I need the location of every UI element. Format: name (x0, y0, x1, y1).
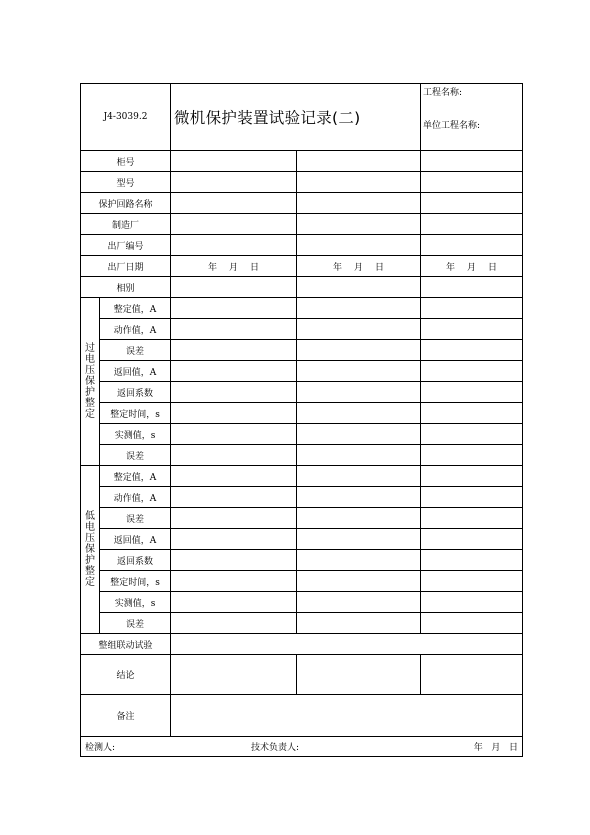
manufacturer-label: 制造厂 (81, 214, 171, 235)
cell[interactable] (421, 529, 523, 550)
tester-label: 检测人: (85, 743, 116, 753)
cell[interactable] (171, 529, 297, 550)
remarks-cell[interactable] (171, 695, 523, 737)
cell[interactable] (421, 214, 523, 235)
footer-year: 年 (473, 743, 483, 753)
cell[interactable] (421, 235, 523, 256)
cell[interactable] (171, 214, 297, 235)
item-label: 整定值，A (100, 466, 171, 487)
day-char: 日 (488, 262, 498, 273)
cell[interactable] (171, 193, 297, 214)
tech-lead-label: 技术负责人: (251, 743, 300, 753)
cell[interactable] (421, 193, 523, 214)
cell[interactable] (297, 424, 421, 445)
cell[interactable] (297, 214, 421, 235)
conclusion-cell[interactable] (421, 655, 523, 695)
month-char: 月 (228, 262, 238, 273)
cell[interactable] (171, 151, 297, 172)
conclusion-cell[interactable] (171, 655, 297, 695)
cell[interactable] (421, 382, 523, 403)
footer-month: 月 (491, 743, 501, 753)
cell[interactable] (171, 550, 297, 571)
cell[interactable] (421, 466, 523, 487)
cell[interactable] (421, 424, 523, 445)
cell[interactable] (297, 151, 421, 172)
cell[interactable] (421, 151, 523, 172)
item-label: 误差 (100, 613, 171, 634)
form-code: J4-3039.2 (81, 84, 171, 151)
unit-project-label: 单位工程名称: (423, 121, 481, 131)
cell[interactable] (297, 172, 421, 193)
cell[interactable] (171, 382, 297, 403)
cell[interactable] (421, 487, 523, 508)
item-label: 实测值，s (100, 592, 171, 613)
item-label: 实测值，s (100, 424, 171, 445)
item-label: 整定时间，s (100, 571, 171, 592)
month-char: 月 (353, 262, 363, 273)
cabinet-label: 柜号 (81, 151, 171, 172)
cell[interactable] (297, 319, 421, 340)
cell[interactable] (421, 508, 523, 529)
year-char: 年 (445, 262, 455, 273)
cell[interactable] (171, 277, 297, 298)
footer-day: 日 (508, 743, 518, 753)
cell[interactable] (297, 571, 421, 592)
project-info (421, 84, 523, 151)
overvoltage-group-label: 过 电 压 保 护 整 定 (81, 298, 100, 466)
cell[interactable] (421, 277, 523, 298)
cell[interactable] (171, 403, 297, 424)
cell[interactable] (171, 172, 297, 193)
cell[interactable] (297, 508, 421, 529)
form-title: 微机保护装置试验记录(二) (171, 84, 421, 151)
cell[interactable] (421, 445, 523, 466)
month-char: 月 (466, 262, 476, 273)
item-label: 误差 (100, 445, 171, 466)
cell[interactable] (421, 340, 523, 361)
item-label: 返回值，A (100, 361, 171, 382)
year-char: 年 (207, 262, 217, 273)
cell[interactable] (171, 592, 297, 613)
item-label: 返回系数 (100, 550, 171, 571)
item-label: 返回值，A (100, 529, 171, 550)
cell[interactable] (171, 235, 297, 256)
conclusion-label: 结论 (81, 655, 171, 695)
cell[interactable] (421, 298, 523, 319)
conclusion-cell[interactable] (297, 655, 421, 695)
item-label: 动作值，A (100, 319, 171, 340)
cell[interactable] (171, 508, 297, 529)
remarks-label: 备注 (81, 695, 171, 737)
cell[interactable] (171, 424, 297, 445)
item-label: 整定值，A (100, 298, 171, 319)
cell[interactable] (421, 613, 523, 634)
linkage-test-label: 整组联动试验 (81, 634, 171, 655)
linkage-test-cell[interactable] (171, 634, 523, 655)
cell[interactable] (171, 613, 297, 634)
cell[interactable] (297, 298, 421, 319)
record-table (80, 83, 523, 757)
cell[interactable] (171, 319, 297, 340)
record-sheet (80, 83, 522, 757)
item-label: 整定时间，s (100, 403, 171, 424)
cell[interactable] (171, 487, 297, 508)
cell[interactable] (297, 592, 421, 613)
cell[interactable] (171, 445, 297, 466)
day-char: 日 (250, 262, 260, 273)
model-label: 型号 (81, 172, 171, 193)
year-char: 年 (332, 262, 342, 273)
footer-date (474, 740, 518, 753)
cell[interactable] (421, 172, 523, 193)
cell[interactable] (297, 403, 421, 424)
cell[interactable] (297, 487, 421, 508)
item-label: 动作值，A (100, 487, 171, 508)
cell[interactable] (297, 382, 421, 403)
phase-label: 相别 (81, 277, 171, 298)
cell[interactable] (421, 592, 523, 613)
circuit-name-label: 保护回路名称 (81, 193, 171, 214)
cell[interactable] (297, 235, 421, 256)
cell[interactable] (297, 613, 421, 634)
cell[interactable] (171, 361, 297, 382)
cell[interactable] (297, 361, 421, 382)
cell[interactable] (171, 466, 297, 487)
cell[interactable] (421, 403, 523, 424)
cell[interactable] (297, 445, 421, 466)
cell[interactable] (171, 571, 297, 592)
cell[interactable] (297, 340, 421, 361)
cell[interactable] (297, 466, 421, 487)
serial-label: 出厂编号 (81, 235, 171, 256)
cell[interactable] (421, 319, 523, 340)
cell[interactable] (421, 571, 523, 592)
item-label: 误差 (100, 340, 171, 361)
date-cell[interactable] (297, 256, 421, 277)
cell[interactable] (297, 529, 421, 550)
cell[interactable] (297, 550, 421, 571)
item-label: 误差 (100, 508, 171, 529)
day-char: 日 (375, 262, 385, 273)
cell[interactable] (421, 550, 523, 571)
project-name-label: 工程名称: (423, 88, 463, 98)
cell[interactable] (421, 361, 523, 382)
date-cell[interactable] (171, 256, 297, 277)
signature-row (81, 737, 523, 757)
cell[interactable] (171, 340, 297, 361)
cell[interactable] (171, 298, 297, 319)
item-label: 返回系数 (100, 382, 171, 403)
undervoltage-group-label: 低 电 压 保 护 整 定 (81, 466, 100, 634)
cell[interactable] (297, 277, 421, 298)
cell[interactable] (297, 193, 421, 214)
date-label: 出厂日期 (81, 256, 171, 277)
date-cell[interactable] (421, 256, 523, 277)
